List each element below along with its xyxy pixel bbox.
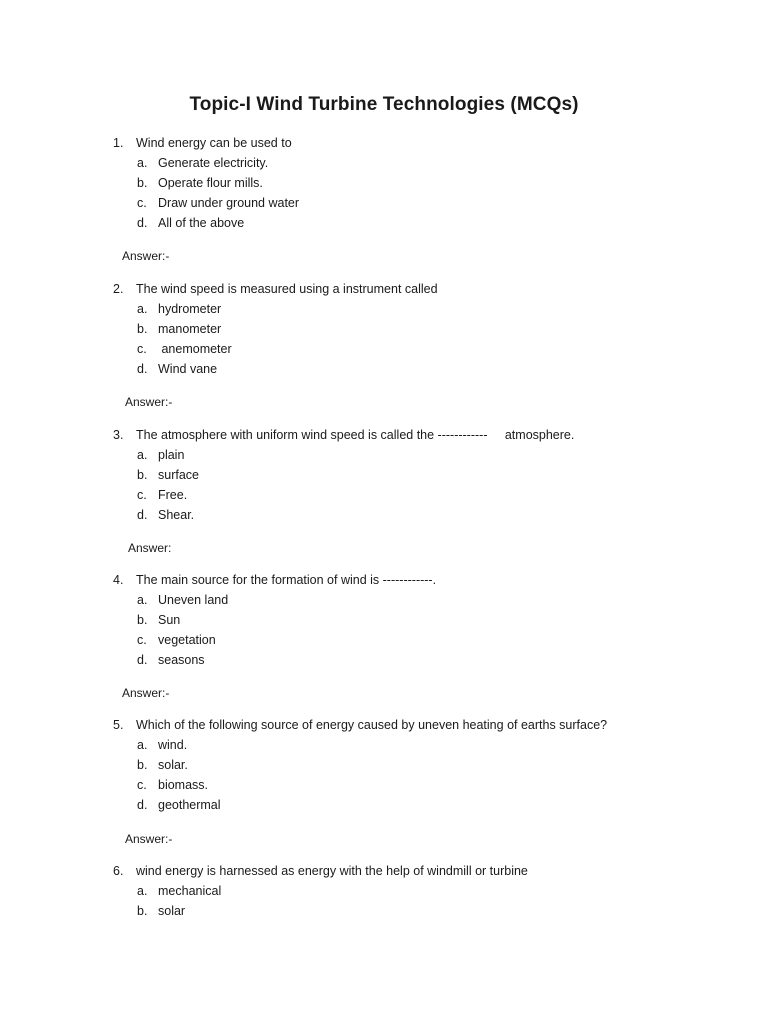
option-d — [0, 213, 768, 233]
answer-label-4: Answer:- — [122, 686, 170, 700]
option-letter: c. — [137, 778, 147, 792]
option-letter: c. — [137, 342, 147, 356]
option-a — [0, 735, 768, 755]
question-6 — [0, 861, 768, 921]
option-text: All of the above — [158, 216, 245, 230]
option-letter: d. — [137, 362, 148, 376]
option-letter: a. — [137, 302, 148, 316]
question-text: wind energy is harnessed as energy with the help of windmill or turbine — [136, 864, 528, 878]
option-c — [0, 339, 768, 359]
answer-label-5: Answer:- — [125, 832, 173, 846]
option-text: mechanical — [158, 884, 222, 898]
option-text: manometer — [158, 322, 222, 336]
option-d — [0, 505, 768, 525]
question-text: The main source for the formation of wind is ------------. — [136, 573, 437, 587]
question-5 — [0, 715, 768, 815]
question-4 — [0, 570, 768, 670]
option-letter: b. — [137, 176, 148, 190]
option-text: anemometer — [158, 342, 232, 356]
option-letter: a. — [137, 884, 148, 898]
question-number: 2. — [113, 282, 124, 296]
option-text: Uneven land — [158, 593, 229, 607]
option-text: solar — [158, 904, 186, 918]
option-b — [0, 319, 768, 339]
question-number: 4. — [113, 573, 124, 587]
option-b — [0, 465, 768, 485]
option-letter: b. — [137, 758, 148, 772]
option-text: Operate flour mills. — [158, 176, 263, 190]
answer-label-3: Answer: — [128, 541, 172, 555]
document-title: Topic-I Wind Turbine Technologies (MCQs) — [189, 94, 579, 115]
question-stem — [0, 425, 768, 445]
option-letter: d. — [137, 508, 148, 522]
option-text: Generate electricity. — [158, 156, 269, 170]
option-a — [0, 153, 768, 173]
option-letter: a. — [137, 593, 148, 607]
question-number: 1. — [113, 136, 124, 150]
option-text: seasons — [158, 653, 205, 667]
question-number: 6. — [113, 864, 124, 878]
option-b — [0, 173, 768, 193]
option-letter: b. — [137, 468, 148, 482]
option-text: hydrometer — [158, 302, 222, 316]
option-letter: a. — [137, 738, 148, 752]
question-stem — [0, 570, 768, 590]
option-letter: b. — [137, 904, 148, 918]
question-number: 3. — [113, 428, 124, 442]
option-b — [0, 755, 768, 775]
option-text: vegetation — [158, 633, 216, 647]
answer-label-2: Answer:- — [125, 395, 173, 409]
question-text: Which of the following source of energy caused by uneven heating of earths surface? — [136, 718, 608, 732]
option-text: solar. — [158, 758, 188, 772]
question-text: Wind energy can be used to — [136, 136, 292, 150]
option-text: Free. — [158, 488, 188, 502]
option-a — [0, 445, 768, 465]
question-number: 5. — [113, 718, 124, 732]
option-b — [0, 901, 768, 921]
option-d — [0, 650, 768, 670]
option-text: Draw under ground water — [158, 196, 300, 210]
question-2 — [0, 279, 768, 379]
answer-label-1: Answer:- — [122, 249, 170, 263]
option-letter: c. — [137, 633, 147, 647]
option-a — [0, 590, 768, 610]
option-text: Sun — [158, 613, 181, 627]
option-c — [0, 485, 768, 505]
option-d — [0, 359, 768, 379]
question-stem — [0, 715, 768, 735]
option-text: Wind vane — [158, 362, 218, 376]
option-a — [0, 881, 768, 901]
question-text: The atmosphere with uniform wind speed is called the ------------ atmosphere. — [136, 428, 575, 442]
option-c — [0, 193, 768, 213]
option-letter: d. — [137, 798, 148, 812]
option-b — [0, 610, 768, 630]
option-d — [0, 795, 768, 815]
option-letter: a. — [137, 156, 148, 170]
option-text: Shear. — [158, 508, 195, 522]
option-a — [0, 299, 768, 319]
option-c — [0, 775, 768, 795]
option-letter: c. — [137, 196, 147, 210]
option-letter: b. — [137, 322, 148, 336]
option-letter: d. — [137, 216, 148, 230]
option-text: plain — [158, 448, 185, 462]
option-letter: a. — [137, 448, 148, 462]
question-3 — [0, 425, 768, 525]
option-text: geothermal — [158, 798, 221, 812]
question-1 — [0, 133, 768, 233]
option-text: surface — [158, 468, 199, 482]
option-letter: b. — [137, 613, 148, 627]
question-text: The wind speed is measured using a instrument called — [136, 282, 438, 296]
question-stem — [0, 861, 768, 881]
option-c — [0, 630, 768, 650]
option-letter: d. — [137, 653, 148, 667]
question-stem — [0, 279, 768, 299]
question-stem — [0, 133, 768, 153]
option-letter: c. — [137, 488, 147, 502]
option-text: biomass. — [158, 778, 209, 792]
option-text: wind. — [158, 738, 188, 752]
